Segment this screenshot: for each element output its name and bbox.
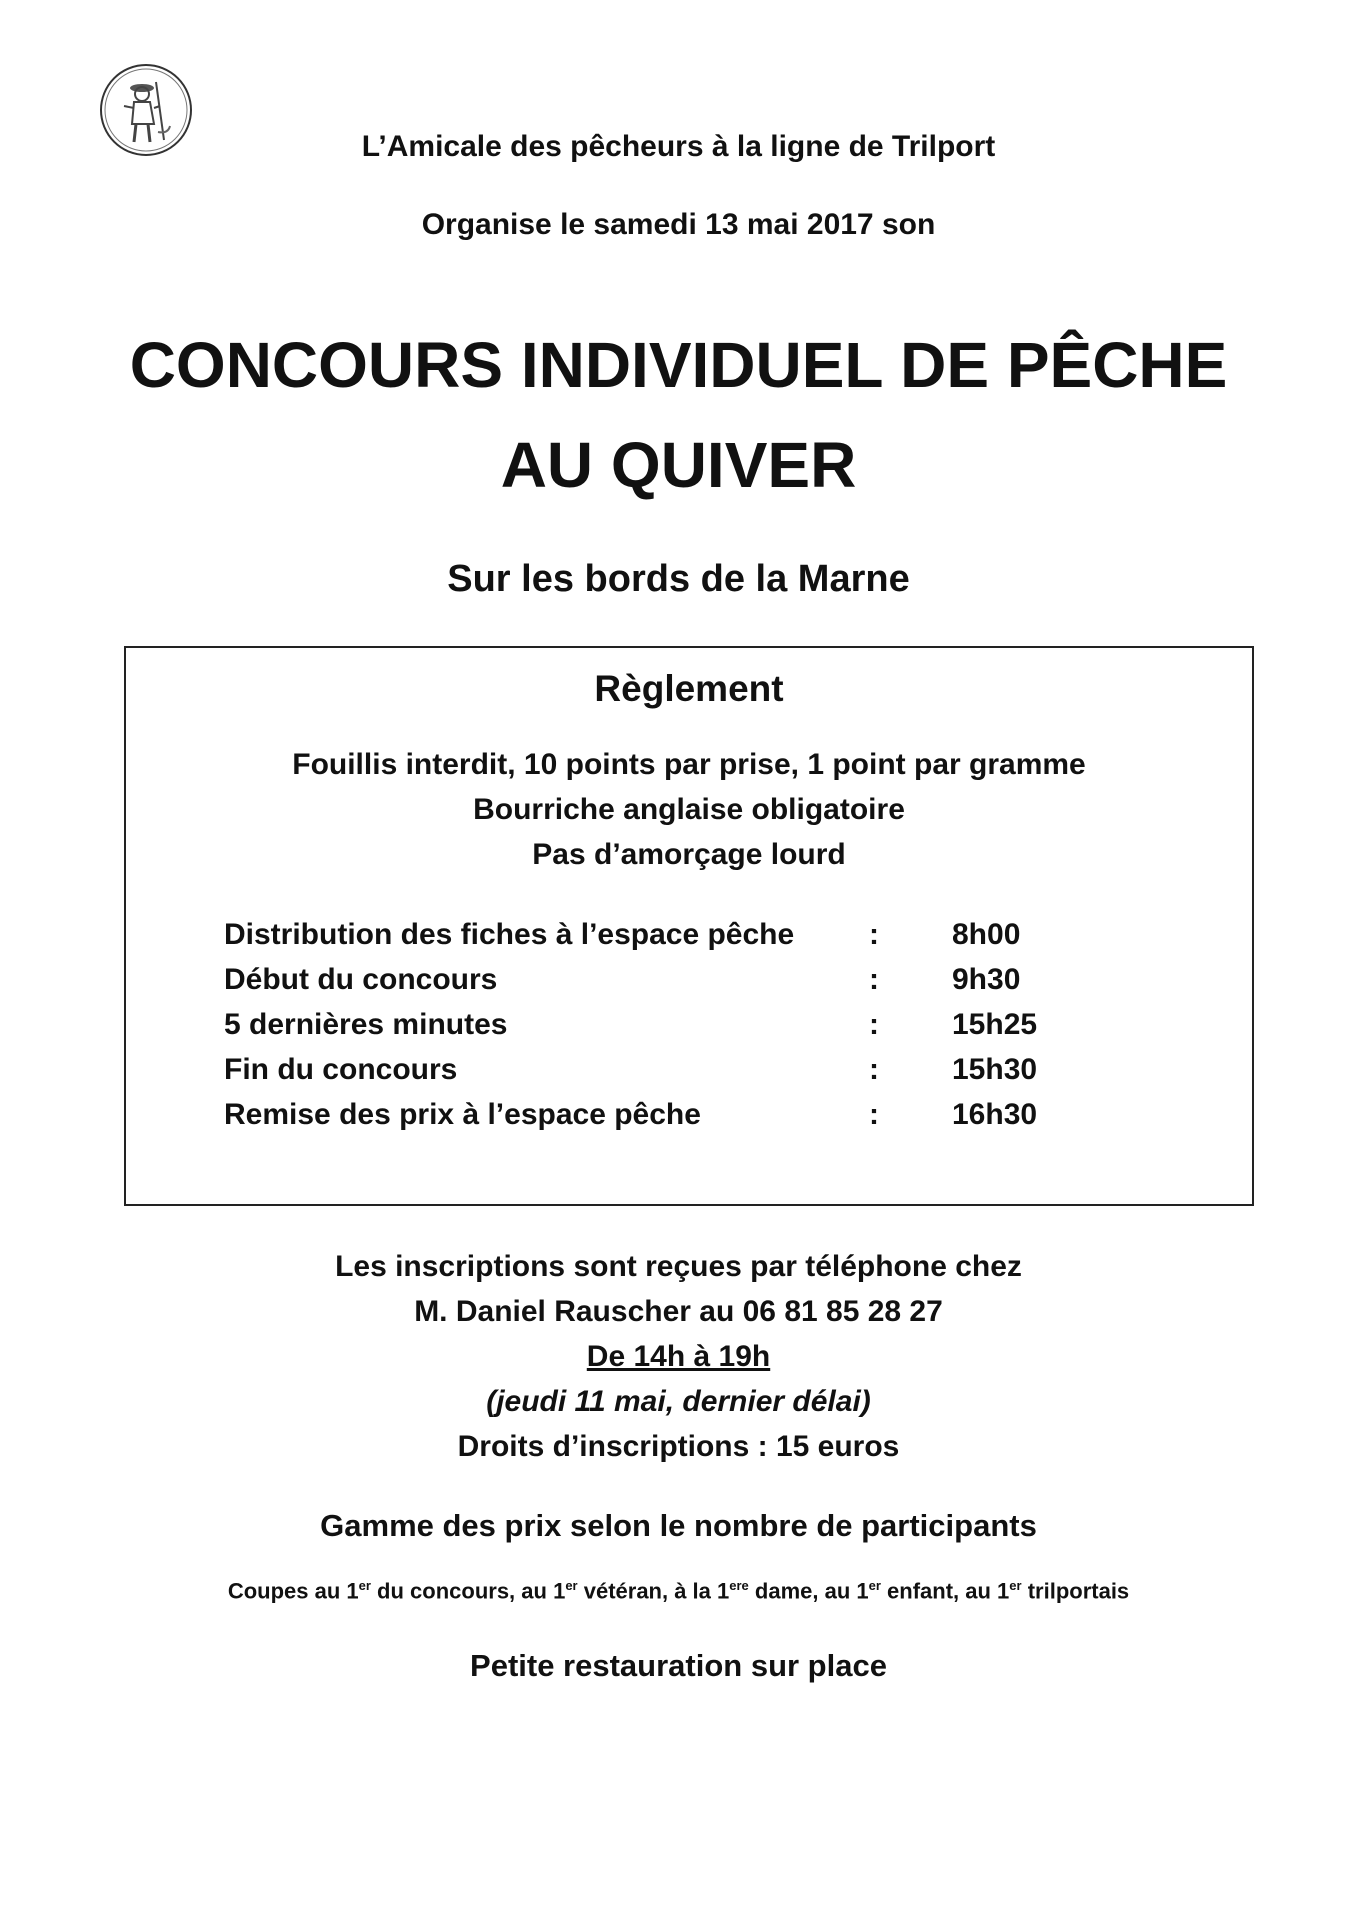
ordinal-suffix: er xyxy=(1009,1578,1022,1593)
schedule-label: Distribution des fiches à l’espace pêche xyxy=(224,918,795,951)
schedule-time: 15h30 xyxy=(952,1053,1038,1086)
cups-text: du concours, au 1 xyxy=(370,1578,566,1604)
schedule-row xyxy=(224,1008,1124,1048)
title-line-1: CONCOURS INDIVIDUEL DE PÊCHE xyxy=(129,329,1228,401)
reglement-heading: Règlement xyxy=(594,668,784,709)
schedule-separator: : xyxy=(869,1008,879,1041)
schedule-row xyxy=(224,1098,1124,1138)
schedule-row xyxy=(224,963,1124,1003)
ordinal-suffix: ere xyxy=(729,1578,749,1593)
prize-range-line: Gamme des prix selon le nombre de participants xyxy=(320,1508,1037,1543)
schedule-separator: : xyxy=(869,1053,879,1086)
schedule-time: 16h30 xyxy=(952,1098,1038,1131)
inscription-hours: De 14h à 19h xyxy=(586,1340,771,1373)
cups-text: vétéran, à la 1 xyxy=(577,1578,730,1604)
ordinal-suffix: er xyxy=(358,1578,371,1593)
inscriptions-line: Les inscriptions sont reçues par téléphone chez xyxy=(335,1250,1022,1283)
schedule-label: Début du concours xyxy=(224,963,498,996)
ordinal-suffix: er xyxy=(565,1578,578,1593)
cups-line xyxy=(0,1578,1357,1604)
cups-text: trilportais xyxy=(1021,1578,1130,1604)
schedule-row xyxy=(224,918,1124,958)
schedule-time: 8h00 xyxy=(952,918,1021,951)
schedule-separator: : xyxy=(869,1098,879,1131)
inscription-fee: Droits d’inscriptions : 15 euros xyxy=(457,1430,900,1463)
cups-text: dame, au 1 xyxy=(748,1578,869,1604)
schedule-time: 9h30 xyxy=(952,963,1021,996)
schedule-label: 5 dernières minutes xyxy=(224,1008,508,1041)
ordinal-suffix: er xyxy=(868,1578,881,1593)
cups-text: Coupes au 1 xyxy=(227,1578,359,1604)
schedule-label: Fin du concours xyxy=(224,1053,458,1086)
rule-line: Pas d’amorçage lourd xyxy=(532,838,846,871)
title-line-2: AU QUIVER xyxy=(500,429,857,501)
cups-text: enfant, au 1 xyxy=(880,1578,1010,1604)
date-line: Organise le samedi 13 mai 2017 son xyxy=(421,208,936,241)
schedule-time: 15h25 xyxy=(952,1008,1038,1041)
organizer-line: L’Amicale des pêcheurs à la ligne de Trilport xyxy=(361,130,996,163)
rule-line: Fouillis interdit, 10 points par prise, 1 point par gramme xyxy=(292,748,1086,781)
schedule-label: Remise des prix à l’espace pêche xyxy=(224,1098,701,1131)
location-line: Sur les bords de la Marne xyxy=(447,558,910,600)
reglement-box xyxy=(124,646,1254,1206)
schedule-separator: : xyxy=(869,918,879,951)
inscription-deadline: (jeudi 11 mai, dernier délai) xyxy=(486,1385,871,1418)
catering-line: Petite restauration sur place xyxy=(470,1648,887,1683)
schedule-row xyxy=(224,1053,1124,1093)
contact-phone-line: M. Daniel Rauscher au 06 81 85 28 27 xyxy=(414,1295,943,1328)
rule-line: Bourriche anglaise obligatoire xyxy=(473,793,905,826)
schedule-separator: : xyxy=(869,963,879,996)
